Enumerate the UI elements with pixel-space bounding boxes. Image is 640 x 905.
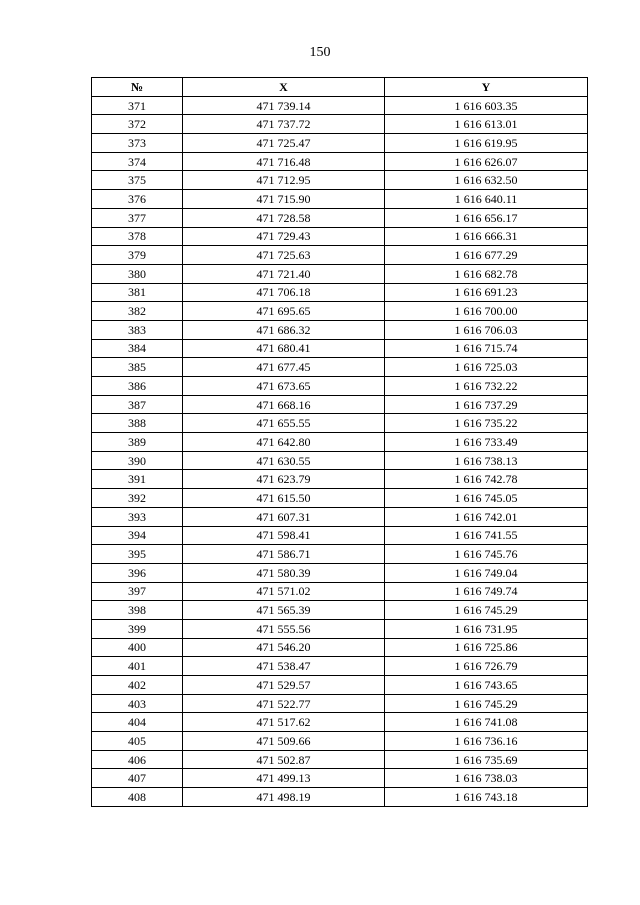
table-row: [92, 713, 588, 732]
x-coordinate-cell: 471 630.55: [183, 451, 385, 470]
y-coordinate-cell: 1 616 715.74: [385, 339, 588, 358]
x-coordinate-cell: 471 712.95: [183, 171, 385, 190]
x-coordinate-cell: 471 598.41: [183, 526, 385, 545]
coordinates-table: [91, 77, 588, 807]
y-coordinate-cell: 1 616 745.05: [385, 489, 588, 508]
point-number-cell: 389: [92, 433, 183, 452]
y-coordinate-cell: 1 616 749.74: [385, 582, 588, 601]
x-coordinate-cell: 471 580.39: [183, 563, 385, 582]
point-number-cell: 388: [92, 414, 183, 433]
y-coordinate-cell: 1 616 666.31: [385, 227, 588, 246]
table-row: [92, 395, 588, 414]
table-row: [92, 320, 588, 339]
x-coordinate-cell: 471 498.19: [183, 788, 385, 807]
point-number-cell: 405: [92, 732, 183, 751]
table-row: [92, 563, 588, 582]
point-number-cell: 378: [92, 227, 183, 246]
y-coordinate-cell: 1 616 738.03: [385, 769, 588, 788]
x-coordinate-cell: 471 529.57: [183, 676, 385, 695]
y-coordinate-cell: 1 616 738.13: [385, 451, 588, 470]
table-row: [92, 358, 588, 377]
table-row: [92, 545, 588, 564]
y-coordinate-cell: 1 616 732.22: [385, 377, 588, 396]
table-row: [92, 732, 588, 751]
x-coordinate-cell: 471 725.47: [183, 134, 385, 153]
point-number-cell: 399: [92, 619, 183, 638]
x-coordinate-cell: 471 502.87: [183, 750, 385, 769]
point-number-cell: 406: [92, 750, 183, 769]
x-coordinate-cell: 471 522.77: [183, 694, 385, 713]
point-number-cell: 384: [92, 339, 183, 358]
y-coordinate-cell: 1 616 745.76: [385, 545, 588, 564]
point-number-cell: 385: [92, 358, 183, 377]
x-coordinate-cell: 471 555.56: [183, 619, 385, 638]
y-coordinate-cell: 1 616 731.95: [385, 619, 588, 638]
point-number-cell: 390: [92, 451, 183, 470]
table-row: [92, 227, 588, 246]
table-row: [92, 152, 588, 171]
header-x: X: [183, 78, 385, 97]
table-row: [92, 638, 588, 657]
y-coordinate-cell: 1 616 742.01: [385, 507, 588, 526]
point-number-cell: 403: [92, 694, 183, 713]
point-number-cell: 377: [92, 208, 183, 227]
table-header: [92, 78, 588, 97]
point-number-cell: 397: [92, 582, 183, 601]
table-row: [92, 601, 588, 620]
point-number-cell: 371: [92, 96, 183, 115]
x-coordinate-cell: 471 509.66: [183, 732, 385, 751]
point-number-cell: 407: [92, 769, 183, 788]
point-number-cell: 381: [92, 283, 183, 302]
x-coordinate-cell: 471 655.55: [183, 414, 385, 433]
x-coordinate-cell: 471 565.39: [183, 601, 385, 620]
table-row: [92, 750, 588, 769]
y-coordinate-cell: 1 616 737.29: [385, 395, 588, 414]
y-coordinate-cell: 1 616 742.78: [385, 470, 588, 489]
y-coordinate-cell: 1 616 743.65: [385, 676, 588, 695]
table-row: [92, 339, 588, 358]
x-coordinate-cell: 471 725.63: [183, 246, 385, 265]
x-coordinate-cell: 471 677.45: [183, 358, 385, 377]
y-coordinate-cell: 1 616 700.00: [385, 302, 588, 321]
point-number-cell: 402: [92, 676, 183, 695]
y-coordinate-cell: 1 616 745.29: [385, 601, 588, 620]
table-row: [92, 657, 588, 676]
y-coordinate-cell: 1 616 735.22: [385, 414, 588, 433]
point-number-cell: 372: [92, 115, 183, 134]
table-row: [92, 676, 588, 695]
point-number-cell: 394: [92, 526, 183, 545]
x-coordinate-cell: 471 571.02: [183, 582, 385, 601]
point-number-cell: 408: [92, 788, 183, 807]
table-row: [92, 414, 588, 433]
y-coordinate-cell: 1 616 741.08: [385, 713, 588, 732]
x-coordinate-cell: 471 715.90: [183, 190, 385, 209]
point-number-cell: 379: [92, 246, 183, 265]
table-row: [92, 171, 588, 190]
x-coordinate-cell: 471 673.65: [183, 377, 385, 396]
table-row: [92, 769, 588, 788]
point-number-cell: 380: [92, 264, 183, 283]
point-number-cell: 398: [92, 601, 183, 620]
y-coordinate-cell: 1 616 736.16: [385, 732, 588, 751]
y-coordinate-cell: 1 616 677.29: [385, 246, 588, 265]
header-y: Y: [385, 78, 588, 97]
x-coordinate-cell: 471 680.41: [183, 339, 385, 358]
table-row: [92, 134, 588, 153]
point-number-cell: 395: [92, 545, 183, 564]
y-coordinate-cell: 1 616 725.03: [385, 358, 588, 377]
y-coordinate-cell: 1 616 626.07: [385, 152, 588, 171]
y-coordinate-cell: 1 616 743.18: [385, 788, 588, 807]
table-row: [92, 190, 588, 209]
table-row: [92, 264, 588, 283]
x-coordinate-cell: 471 739.14: [183, 96, 385, 115]
x-coordinate-cell: 471 695.65: [183, 302, 385, 321]
point-number-cell: 401: [92, 657, 183, 676]
y-coordinate-cell: 1 616 613.01: [385, 115, 588, 134]
point-number-cell: 375: [92, 171, 183, 190]
y-coordinate-cell: 1 616 749.04: [385, 563, 588, 582]
x-coordinate-cell: 471 706.18: [183, 283, 385, 302]
y-coordinate-cell: 1 616 726.79: [385, 657, 588, 676]
y-coordinate-cell: 1 616 656.17: [385, 208, 588, 227]
y-coordinate-cell: 1 616 725.86: [385, 638, 588, 657]
table-row: [92, 115, 588, 134]
x-coordinate-cell: 471 728.58: [183, 208, 385, 227]
y-coordinate-cell: 1 616 691.23: [385, 283, 588, 302]
x-coordinate-cell: 471 615.50: [183, 489, 385, 508]
table-row: [92, 619, 588, 638]
point-number-cell: 400: [92, 638, 183, 657]
table-row: [92, 489, 588, 508]
point-number-cell: 392: [92, 489, 183, 508]
table-row: [92, 470, 588, 489]
x-coordinate-cell: 471 517.62: [183, 713, 385, 732]
table-body: [92, 96, 588, 806]
point-number-cell: 376: [92, 190, 183, 209]
x-coordinate-cell: 471 737.72: [183, 115, 385, 134]
x-coordinate-cell: 471 499.13: [183, 769, 385, 788]
x-coordinate-cell: 471 546.20: [183, 638, 385, 657]
point-number-cell: 383: [92, 320, 183, 339]
table-row: [92, 526, 588, 545]
header-row: [92, 78, 588, 97]
x-coordinate-cell: 471 721.40: [183, 264, 385, 283]
point-number-cell: 386: [92, 377, 183, 396]
x-coordinate-cell: 471 716.48: [183, 152, 385, 171]
table-row: [92, 694, 588, 713]
y-coordinate-cell: 1 616 632.50: [385, 171, 588, 190]
table-row: [92, 582, 588, 601]
table-row: [92, 433, 588, 452]
y-coordinate-cell: 1 616 741.55: [385, 526, 588, 545]
point-number-cell: 404: [92, 713, 183, 732]
header-number: №: [92, 78, 183, 97]
y-coordinate-cell: 1 616 745.29: [385, 694, 588, 713]
y-coordinate-cell: 1 616 682.78: [385, 264, 588, 283]
table-row: [92, 507, 588, 526]
y-coordinate-cell: 1 616 733.49: [385, 433, 588, 452]
y-coordinate-cell: 1 616 706.03: [385, 320, 588, 339]
table-row: [92, 283, 588, 302]
table-row: [92, 377, 588, 396]
point-number-cell: 396: [92, 563, 183, 582]
y-coordinate-cell: 1 616 640.11: [385, 190, 588, 209]
y-coordinate-cell: 1 616 735.69: [385, 750, 588, 769]
table-row: [92, 96, 588, 115]
point-number-cell: 387: [92, 395, 183, 414]
x-coordinate-cell: 471 729.43: [183, 227, 385, 246]
table-row: [92, 246, 588, 265]
y-coordinate-cell: 1 616 603.35: [385, 96, 588, 115]
table-row: [92, 451, 588, 470]
point-number-cell: 391: [92, 470, 183, 489]
point-number-cell: 382: [92, 302, 183, 321]
point-number-cell: 393: [92, 507, 183, 526]
x-coordinate-cell: 471 642.80: [183, 433, 385, 452]
table-row: [92, 302, 588, 321]
x-coordinate-cell: 471 623.79: [183, 470, 385, 489]
x-coordinate-cell: 471 607.31: [183, 507, 385, 526]
x-coordinate-cell: 471 586.71: [183, 545, 385, 564]
table-row: [92, 788, 588, 807]
table-row: [92, 208, 588, 227]
page-number: 150: [309, 45, 331, 60]
point-number-cell: 374: [92, 152, 183, 171]
point-number-cell: 373: [92, 134, 183, 153]
x-coordinate-cell: 471 686.32: [183, 320, 385, 339]
y-coordinate-cell: 1 616 619.95: [385, 134, 588, 153]
x-coordinate-cell: 471 668.16: [183, 395, 385, 414]
x-coordinate-cell: 471 538.47: [183, 657, 385, 676]
